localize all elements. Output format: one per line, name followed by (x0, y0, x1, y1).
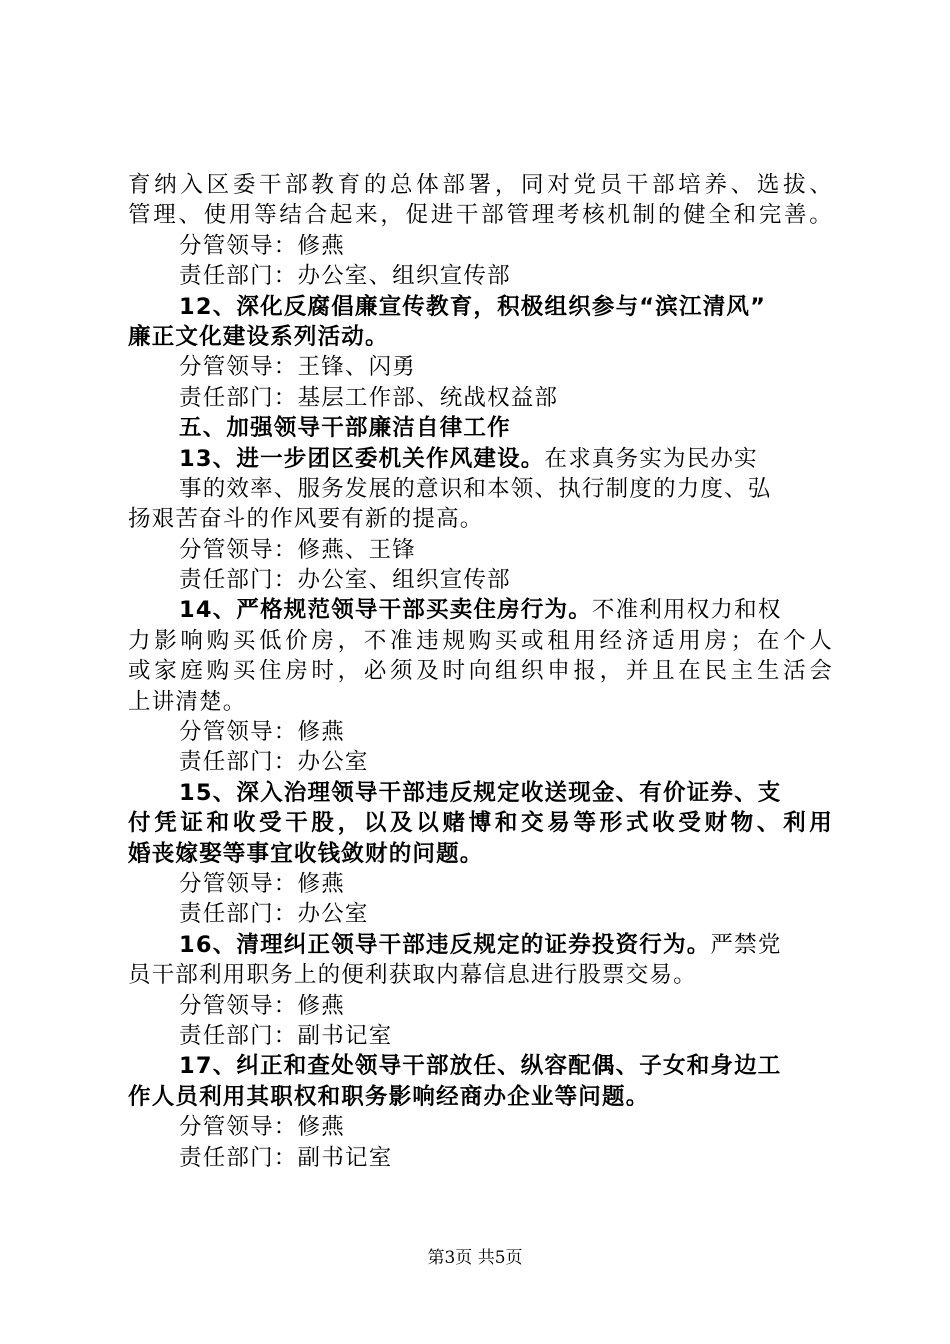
department-line: 责任部门：办公室 (179, 901, 369, 928)
department-line: 责任部门：副书记室 (179, 1144, 393, 1171)
leader-line: 分管领导：修燕 (179, 1114, 345, 1141)
department-line: 责任部门：办公室、组织宣传部 (179, 567, 511, 594)
leader-line: 分管领导：修燕、王锋 (179, 536, 417, 563)
item-heading-continued: 廉正文化建设系列活动。 (128, 323, 389, 350)
leader-line: 分管领导：修燕 (179, 232, 345, 259)
body-text: 严禁党 (710, 931, 782, 958)
body-text-line: 育纳入区委干部教育的总体部署，同对党员干部培养、选拔、 (128, 172, 833, 198)
department-line: 责任部门：基层工作部、统战权益部 (179, 384, 559, 411)
department-line: 责任部门：副书记室 (179, 1022, 393, 1049)
item-heading: 12、深化反腐倡廉宣传教育，积极组织参与“滨江清风” (179, 293, 767, 320)
body-text-line: 事的效率、服务发展的意识和本领、执行制度的力度、弘 (179, 475, 772, 502)
body-text-line: 或家庭购买住房时，必须及时向组织申报，并且在民主生活会 (128, 658, 833, 685)
leader-line: 分管领导：修燕 (179, 992, 345, 1019)
body-text-line: 员干部利用职务上的便利获取内幕信息进行股票交易。 (128, 962, 697, 989)
item-heading-continued: 婚丧嫁娶等事宜收钱敛财的问题。 (128, 840, 484, 867)
item-heading-continued: 付凭证和收受干股，以及以赌博和交易等形式收受财物、利用 (128, 810, 833, 837)
body-text-line: 力影响购买低价房，不准违规购买或租用经济适用房；在个人 (128, 627, 833, 654)
item-heading: 15、深入治理领导干部违反规定收送现金、有价证券、支 (179, 779, 782, 806)
leader-line: 分管领导：王锋、闪勇 (179, 354, 417, 381)
body-text: 不准利用权力和权 (591, 597, 782, 624)
section-heading: 五、加强领导干部廉洁自律工作 (179, 415, 511, 442)
item-heading-continued: 作人员利用其职权和职务影响经商办企业等问题。 (128, 1083, 650, 1110)
item-heading-line (128, 444, 833, 474)
leader-line: 分管领导：修燕 (179, 870, 345, 897)
item-heading-line (128, 595, 833, 625)
item-heading: 13、进一步团区委机关作风建设。 (179, 445, 545, 472)
item-heading: 16、清理纠正领导干部违反规定的证券投资行为。 (179, 931, 711, 958)
department-line: 责任部门：办公室、组织宣传部 (179, 263, 511, 290)
body-text-line: 上讲清楚。 (128, 688, 247, 715)
item-heading: 14、严格规范领导干部买卖住房行为。 (179, 597, 592, 624)
body-text-line: 扬艰苦奋斗的作风要有新的提高。 (128, 506, 484, 533)
leader-line: 分管领导：修燕 (179, 719, 345, 746)
department-line: 责任部门：办公室 (179, 749, 369, 776)
body-text: 在求真务实为民办实 (544, 445, 758, 472)
page-number-footer: 第3页 共5页 (427, 1248, 523, 1268)
document-body (128, 170, 833, 1173)
body-text-line: 管理、使用等结合起来，促进干部管理考核机制的健全和完善。 (128, 202, 833, 229)
item-heading-line (128, 930, 833, 960)
item-heading: 17、纠正和查处领导干部放任、纵容配偶、子女和身边工 (179, 1053, 782, 1080)
